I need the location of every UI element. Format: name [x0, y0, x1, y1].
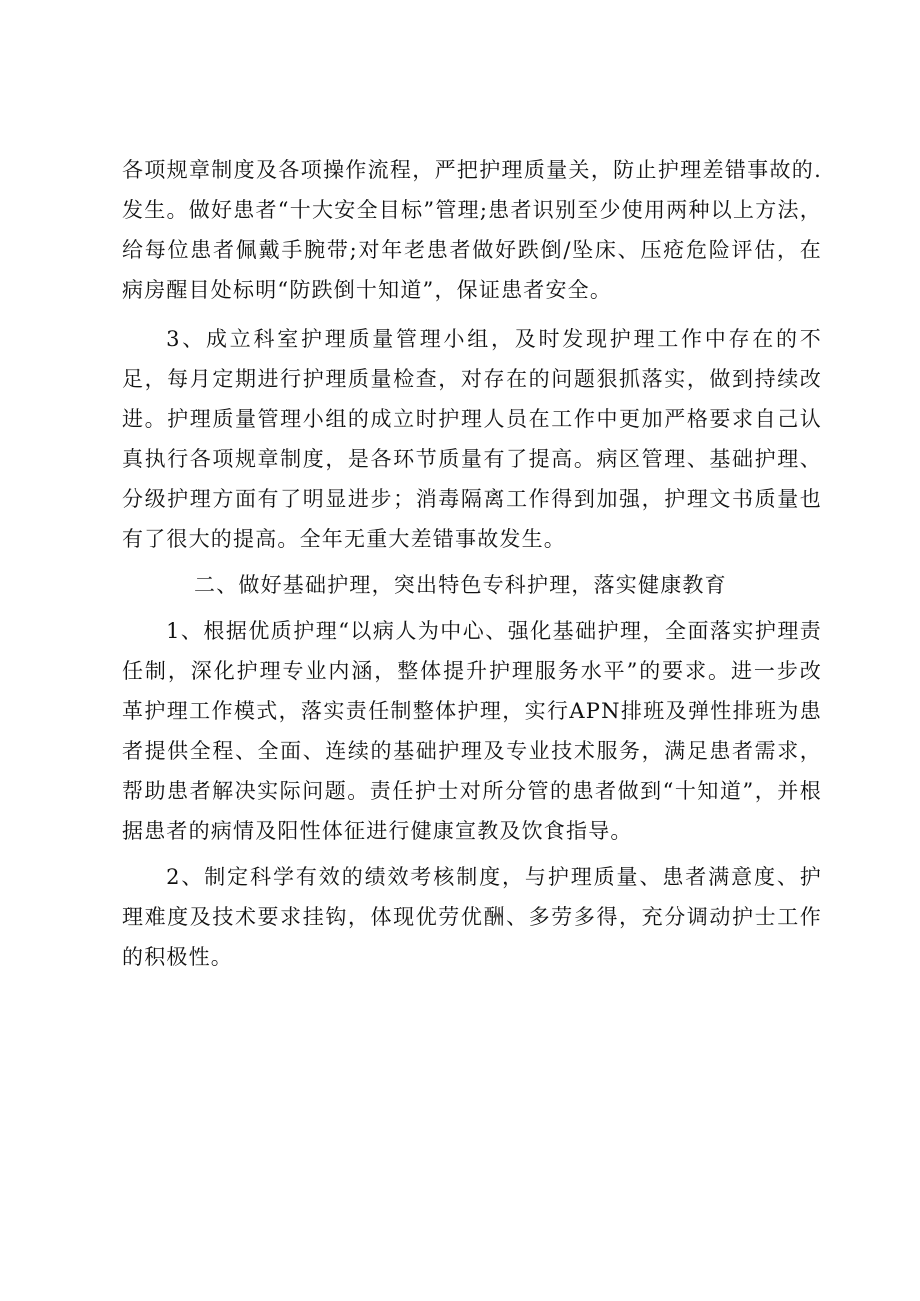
document-body	[122, 150, 822, 977]
paragraph-quality-group: 3、成立科室护理质量管理小组，及时发现护理工作中存在的不足，每月定期进行护理质量检查，对存在的问题狠抓落实，做到持续改进。护理质量管理小组的成立时护理人员在工作中更加严格要求自己认真执行各项规章制度，是各环节质量有了提高。病区管理、基础护理、分级护理方面有了明显进步；消毒隔离工作得到加强，护理文书质量也有了很大的提高。全年无重大差错事故发生。	[122, 327, 822, 551]
paragraph-quality-nursing: 1、根据优质护理“以病人为中心、强化基础护理，全面落实护理责任制，深化护理专业内涵，整体提升护理服务水平”的要求。进一步改革护理工作模式，落实责任制整体护理，实行APN排班及弹性排班为患者提供全程、全面、连续的基础护理及专业技术服务，满足患者需求，帮助患者解决实际问题。责任护士对所分管的患者做到“十知道”，并根据患者的病情及阳性体征进行健康宣教及饮食指导。	[122, 619, 822, 843]
section-heading-basic-nursing: 二、做好基础护理，突出特色专科护理，落实健康教育	[194, 573, 727, 597]
paragraph-safety-management: 各项规章制度及各项操作流程，严把护理质量关，防止护理差错事故的.发生。做好患者“十大安全目标”管理;患者识别至少使用两种以上方法，给每位患者佩戴手腕带;对年老患者做好跌倒/坠床、压疮危险评估，在病房醒目处标明“防跌倒十知道”，保证患者安全。	[122, 158, 822, 302]
paragraph-performance-assessment: 2、制定科学有效的绩效考核制度，与护理质量、患者满意度、护理难度及技术要求挂钩，体现优劳优酬、多劳多得，充分调动护士工作的积极性。	[122, 865, 822, 969]
